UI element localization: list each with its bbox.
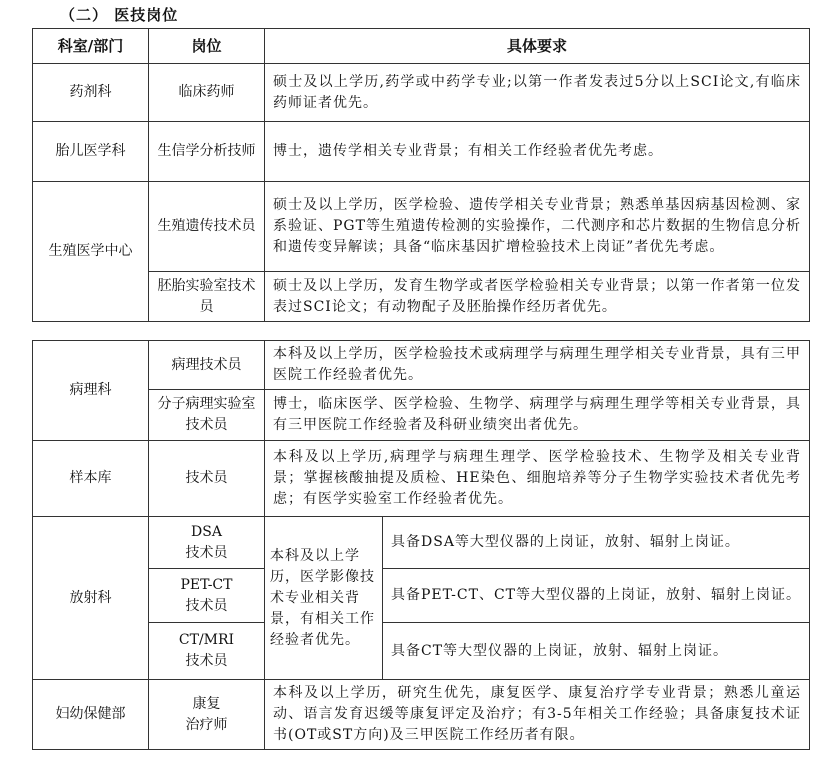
table-row xyxy=(33,341,810,390)
requirement-cell: 具备DSA等大型仪器的上岗证，放射、辐射上岗证。 xyxy=(383,517,810,569)
header-requirement: 具体要求 xyxy=(265,29,810,64)
position-line: 技术员 xyxy=(185,653,228,669)
position-cell: 胚胎实验室技术员 xyxy=(149,272,265,322)
requirement-cell: 本科及以上学历,病理学与病理生理学、医学检验技术、生物学及相关专业背景；掌握核酸抽提及质检、HE染色、细胞培养等分子生物学实验技术者优先考虑；有医学实验室工作经验者优先。 xyxy=(265,441,810,517)
table-row xyxy=(33,569,810,623)
position-line: CT/MRI xyxy=(178,632,235,648)
header-row xyxy=(33,29,810,64)
requirement-cell: 硕士及以上学历,药学或中药学专业;以第一作者发表过5分以上SCI论文,有临床药师证者优先。 xyxy=(265,64,810,122)
table-row xyxy=(33,390,810,441)
position-cell xyxy=(149,517,265,569)
position-cell: 临床药师 xyxy=(149,64,265,122)
requirement-cell: 硕士及以上学历，医学检验、遗传学相关专业背景；熟悉单基因病基因检测、家系验证、PGT等生殖遗传检测的实验操作，二代测序和芯片数据的生物信息分析和遗传变异解读；具备“临床基因扩增检验技术上岗证”者优先考虑。 xyxy=(265,182,810,272)
dept-cell: 药剂科 xyxy=(33,64,149,122)
requirement-cell: 硕士及以上学历，发育生物学或者医学检验相关专业背景；以第一作者第一位发表过SCI论文；有动物配子及胚胎操作经历者优先。 xyxy=(265,272,810,322)
header-dept: 科室/部门 xyxy=(33,29,149,64)
table-row xyxy=(33,517,810,569)
requirement-cell: 具备PET-CT、CT等大型仪器的上岗证，放射、辐射上岗证。 xyxy=(383,569,810,623)
table-row xyxy=(33,64,810,122)
table-row xyxy=(33,182,810,272)
position-cell: 生信学分析技师 xyxy=(149,122,265,182)
shared-requirement-cell: 本科及以上学历，医学影像技术专业相关背景，有相关工作经验者优先。 xyxy=(265,517,383,680)
medical-tech-table-part2 xyxy=(32,340,810,750)
dept-cell: 样本库 xyxy=(33,441,149,517)
position-line: 技术员 xyxy=(185,544,228,561)
dept-cell: 病理科 xyxy=(33,341,149,441)
section-title: （二） 医技岗位 xyxy=(60,6,179,24)
header-position: 岗位 xyxy=(149,29,265,64)
position-line: DSA xyxy=(191,523,222,540)
position-cell xyxy=(149,680,265,750)
position-line: 技术员 xyxy=(185,597,228,614)
position-cell: 分子病理实验室技术员 xyxy=(149,390,265,441)
table-row xyxy=(33,122,810,182)
dept-cell: 放射科 xyxy=(33,517,149,680)
position-line: PET-CT xyxy=(180,576,233,593)
table-row xyxy=(33,680,810,750)
position-line: 康复 xyxy=(192,695,221,712)
medical-tech-table-part1 xyxy=(32,28,810,322)
requirement-cell: 本科及以上学历，医学检验技术或病理学与病理生理学相关专业背景，具有三甲医院工作经验者优先。 xyxy=(265,341,810,390)
position-cell: 技术员 xyxy=(149,441,265,517)
requirement-cell: 具备CT等大型仪器的上岗证，放射、辐射上岗证。 xyxy=(383,623,810,680)
position-line: 治疗师 xyxy=(185,716,228,733)
requirement-cell: 本科及以上学历，研究生优先，康复医学、康复治疗学专业背景；熟悉儿童运动、语言发育迟缓等康复评定及治疗；有3-5年相关工作经验；具备康复技术证书(OT或ST方向)及三甲医院工作经历者有限。 xyxy=(265,680,810,750)
table-row xyxy=(33,623,810,680)
position-cell: 生殖遗传技术员 xyxy=(149,182,265,272)
position-cell xyxy=(149,569,265,623)
requirement-cell: 博士，临床医学、医学检验、生物学、病理学与病理生理学等相关专业背景，具有三甲医院工作经验者及科研业绩突出者优先。 xyxy=(265,390,810,441)
requirement-cell: 博士，遗传学相关专业背景；有相关工作经验者优先考虑。 xyxy=(265,122,810,182)
dept-cell: 胎儿医学科 xyxy=(33,122,149,182)
dept-cell: 妇幼保健部 xyxy=(33,680,149,750)
position-cell: 病理技术员 xyxy=(149,341,265,390)
table-row xyxy=(33,272,810,322)
position-cell xyxy=(149,623,265,680)
dept-cell: 生殖医学中心 xyxy=(33,182,149,322)
table-row xyxy=(33,441,810,517)
